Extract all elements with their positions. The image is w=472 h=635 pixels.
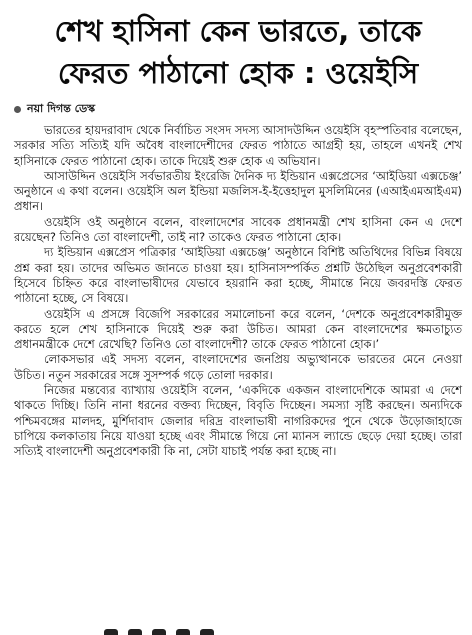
cropped-glyph <box>104 629 118 635</box>
bullet-icon <box>14 106 21 113</box>
cropped-glyph <box>152 629 166 635</box>
byline-text: নয়া দিগন্ত ডেস্ক <box>27 102 96 115</box>
cropped-glyph <box>176 629 190 635</box>
byline <box>14 100 462 119</box>
paragraph: ভারতের হায়দরাবাদ থেকে নির্বাচিত সংসদ সদস্য আসাদউদ্দিন ওয়েইসি বৃহস্পতিবার বলেছেন, সরকার সত্যি সত্যিই যদি অবৈধ বাংলাদেশীদের ফেরত পাঠাতে আগ্রহী হয়, তাহলে এখনই শেখ হাসিনাকে ফেরত পাঠানো হোক। তাকে দিয়েই শুরু হোক এ অভিযান। <box>14 123 462 168</box>
paragraph: আসাউদ্দিন ওয়েইসি সর্বভারতীয় ইংরেজি দৈনিক দ্য ইন্ডিয়ান এক্সপ্রেসের ‘আইডিয়া এক্সচেঞ্জ’ অনুষ্ঠানে এ কথা বলেন। ওয়েইসি অল ইন্ডিয়া মজলিস-ই-ইত্তেহাদুল মুসলিমিনের (এআইএমআইএম) প্রধান। <box>14 168 462 214</box>
paragraph: লোকসভার এই সদস্য বলেন, বাংলাদেশের জনপ্রিয় অভ্যুত্থানকে ভারতের মেনে নেওয়া উচিত। নতুন সরকারের সঙ্গে সুসম্পর্ক গড়ে তোলা দরকার। <box>14 352 462 382</box>
headline-line-2: ফেরত পাঠানো হোক : ওয়েইসি <box>57 56 419 90</box>
article-body <box>14 123 462 460</box>
paragraph: দ্য ইন্ডিয়ান এক্সপ্রেস পত্রিকার ‘আইডিয়া এক্সচেঞ্জ’ অনুষ্ঠানে বিশিষ্ট অতিথিদের বিভিন্ন বিষয়ে প্রশ্ন করা হয়। তাদের অভিমত জানতে চাওয়া হয়। হাসিনাসম্পর্কিত প্রশ্নটি উঠেছিল অনুপ্রবেশকারী হিসেবে চিহ্নিত করে বাংলাভাষীদের যেভাবে হয়রানি করা হচ্ছে, সীমান্তে নিয়ে জবরদস্তি ফেরত পাঠানো হচ্ছে, সে বিষয়ে। <box>14 245 462 306</box>
paragraph: ওয়েইসি ওই অনুষ্ঠানে বলেন, বাংলাদেশের সাবেক প্রধানমন্ত্রী শেখ হাসিনা কেন এ দেশে রয়েছেন? তিনিও তো বাংলাদেশী, তাই না? তাকেও ফেরত পাঠানো হোক। <box>14 214 462 245</box>
headline-line-1: শেখ হাসিনা কেন ভারতে, তাকে <box>54 14 422 48</box>
cropped-next-text <box>14 627 462 635</box>
cropped-glyph <box>128 629 142 635</box>
paragraph: ওয়েইসি এ প্রসঙ্গে বিজেপি সরকারের সমালোচনা করে বলেন, ‘দেশকে অনুপ্রবেশকারীমুক্ত করতে হলে শেখ হাসিনাকে দিয়েই শুরু করা উচিত। আমরা কেন বাংলাদেশের ক্ষমতাচ্যুত প্রধানমন্ত্রীকে দেশে রেখেছি? তিনিও তো বাংলাদেশী? তাকে ফেরত পাঠানো হোক।’ <box>14 306 462 352</box>
cropped-glyph <box>200 629 214 635</box>
headline <box>14 10 462 94</box>
paragraph: নিজের মন্তব্যের ব্যাখ্যায় ওয়েইসি বলেন, ‘একদিকে একজন বাংলাদেশিকে আমরা এ দেশে থাকতে দিচ্ছি। তিনি নানা ধরনের বক্তব্য দিচ্ছেন, বিবৃতি দিচ্ছেন। সমস্যা সৃষ্টি করছেন। অন্যদিকে পশ্চিমবঙ্গের মালদহ, মুর্শিদাবাদ জেলার দরিদ্র বাংলাভাষী নাগরিকদের পুনে থেকে উড়োজাহাজে চাপিয়ে কলকাতায় নিয়ে যাওয়া হচ্ছে এবং সীমান্তে গিয়ে নো ম্যানস ল্যান্ডে ছেড়ে দেয়া হচ্ছে। তারা সত্যিই বাংলাদেশী অনুপ্রবেশকারী কি না, সেটা যাচাই পর্যন্ত করা হচ্ছে না। <box>14 383 462 459</box>
